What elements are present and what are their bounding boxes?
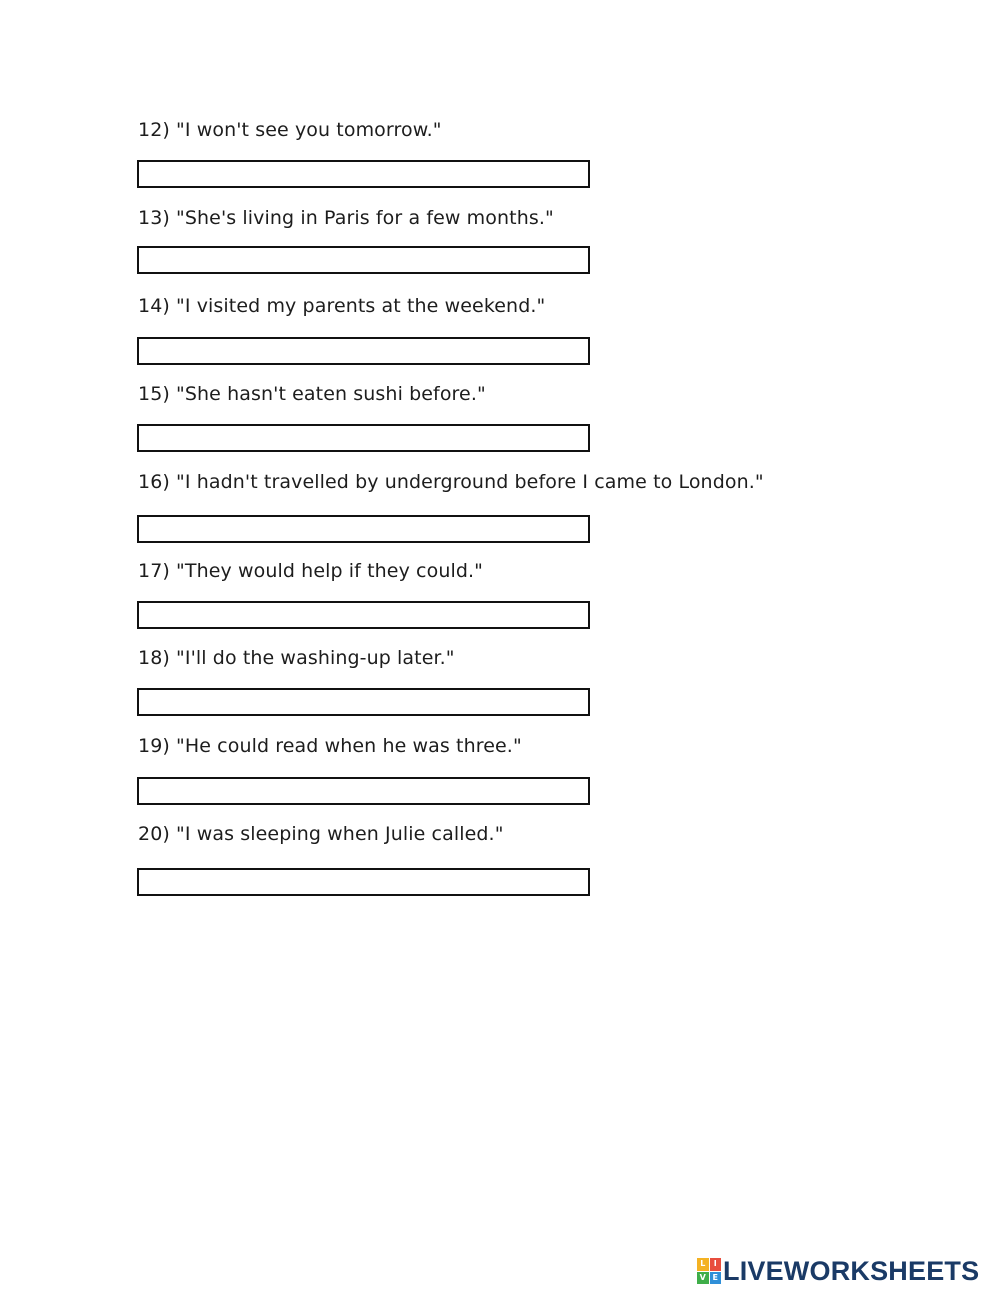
question-14: 14) "I visited my parents at the weekend." — [138, 295, 546, 317]
answer-input-15[interactable] — [137, 424, 590, 452]
answer-input-17[interactable] — [137, 601, 590, 629]
question-18: 18) "I'll do the washing-up later." — [138, 647, 455, 669]
answer-input-12[interactable] — [137, 160, 590, 188]
answer-input-19[interactable] — [137, 777, 590, 805]
question-16: 16) "I hadn't travelled by underground before I came to London." — [138, 471, 764, 493]
logo-tile-i: I — [710, 1258, 722, 1271]
question-17: 17) "They would help if they could." — [138, 560, 483, 582]
question-19: 19) "He could read when he was three." — [138, 735, 522, 757]
answer-input-16[interactable] — [137, 515, 590, 543]
question-15: 15) "She hasn't eaten sushi before." — [138, 383, 486, 405]
answer-input-13[interactable] — [137, 246, 590, 274]
answer-input-20[interactable] — [137, 868, 590, 896]
question-20: 20) "I was sleeping when Julie called." — [138, 823, 504, 845]
liveworksheets-logo-icon — [697, 1258, 721, 1284]
logo-tile-e: E — [710, 1272, 722, 1285]
answer-input-18[interactable] — [137, 688, 590, 716]
answer-input-14[interactable] — [137, 337, 590, 365]
logo-tile-l: L — [697, 1258, 709, 1271]
question-13: 13) "She's living in Paris for a few months." — [138, 207, 554, 229]
logo-tile-v: V — [697, 1272, 709, 1285]
liveworksheets-brand — [697, 1257, 979, 1285]
liveworksheets-wordmark: LIVEWORKSHEETS — [723, 1255, 980, 1286]
question-12: 12) "I won't see you tomorrow." — [138, 119, 442, 141]
